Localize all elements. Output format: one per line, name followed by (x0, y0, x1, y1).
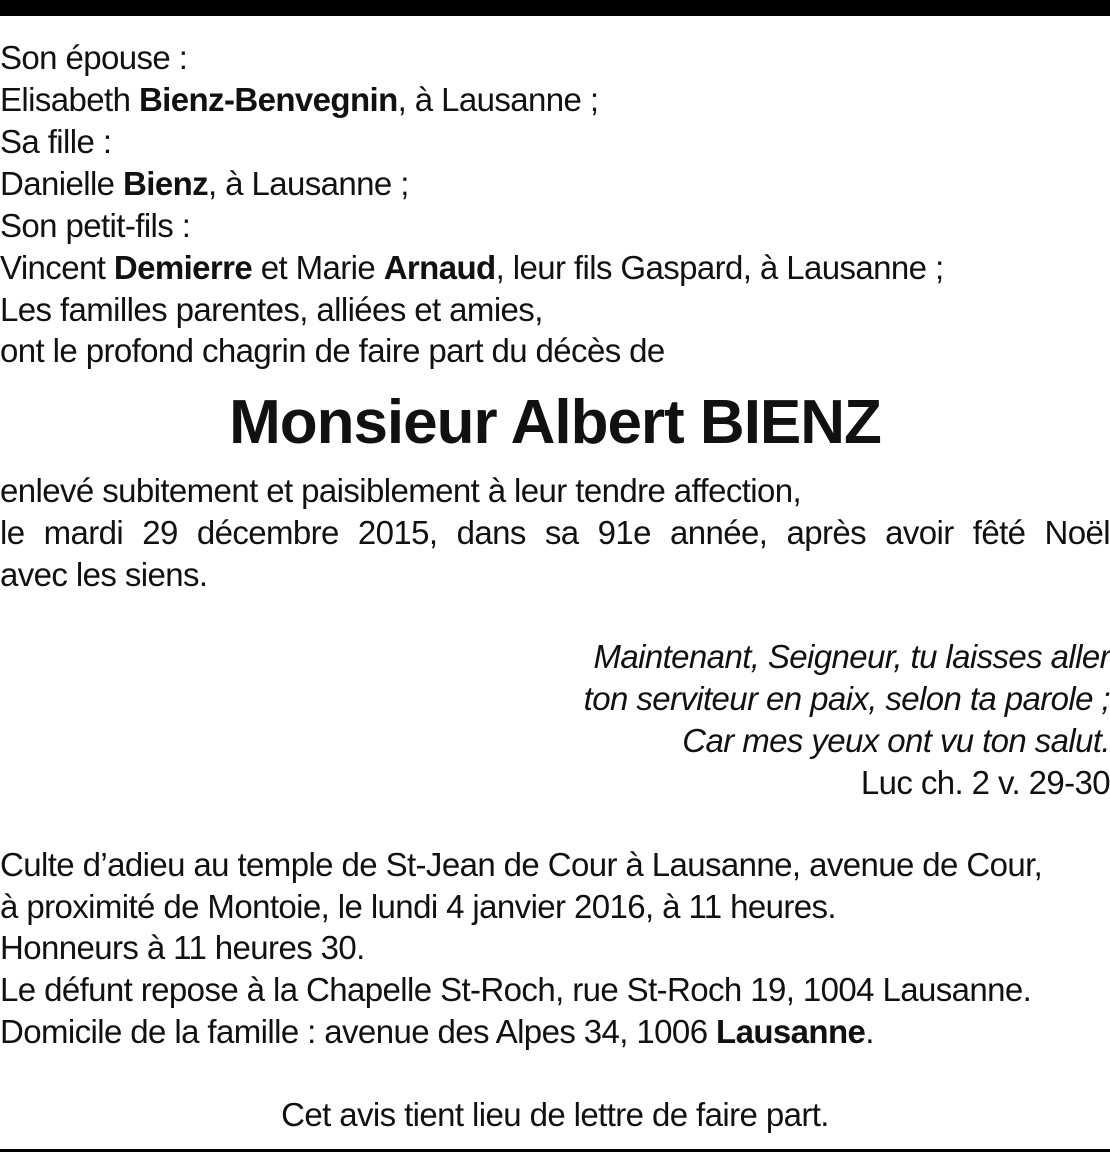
footer-note: Cet avis tient lieu de lettre de faire part. (281, 1096, 829, 1133)
family-domicile-city: Lausanne (716, 1013, 866, 1050)
family-line-announcement: ont le profond chagrin de faire part du décès de (0, 332, 665, 369)
service-line-2: à proximité de Montoie, le lundi 4 janvier 2016, à 11 heures. (0, 888, 836, 925)
deceased-name: Monsieur Albert BIENZ (229, 388, 881, 457)
top-rule (0, 0, 1110, 16)
spouse-surname: Bienz-Benvegnin (138, 81, 398, 118)
announcement-line-3: avec les siens. (0, 556, 208, 593)
family-line-grandson-heading: Son petit-fils : (0, 207, 191, 244)
verse-reference: Luc ch. 2 v. 29-30 (860, 764, 1110, 801)
verse-line-2: ton serviteur en paix, selon ta parole ; (583, 680, 1110, 717)
service-line-4: Le défunt repose à la Chapelle St-Roch, rue St-Roch 19, 1004 Lausanne. (0, 971, 1032, 1008)
verse-line-1: Maintenant, Seigneur, tu laisses aller (593, 638, 1110, 675)
family-line-daughter-heading: Sa fille : (0, 123, 112, 160)
family-line-spouse-heading: Son épouse : (0, 39, 188, 76)
grandson-surname: Demierre (113, 249, 253, 286)
service-line-5: Domicile de la famille : avenue des Alpes 34, 1006 Lausanne. (0, 1013, 874, 1050)
service-line-1: Culte d’adieu au temple de St-Jean de Cour à Lausanne, avenue de Cour, (0, 846, 1043, 883)
service-line-3: Honneurs à 11 heures 30. (0, 929, 365, 966)
partner-surname: Arnaud (383, 249, 496, 286)
daughter-surname: Bienz (123, 165, 209, 202)
family-line-grandson: Vincent Demierre et Marie Arnaud, leur fils Gaspard, à Lausanne ; (0, 249, 944, 286)
family-line-daughter: Danielle Bienz, à Lausanne ; (0, 165, 409, 202)
family-line-relatives: Les familles parentes, alliées et amies, (0, 291, 543, 328)
family-line-spouse: Elisabeth Bienz-Benvegnin, à Lausanne ; (0, 81, 599, 118)
verse-line-3: Car mes yeux ont vu ton salut. (682, 722, 1110, 759)
announcement-line-1: enlevé subitement et paisiblement à leur tendre affection, (0, 472, 802, 509)
announcement-line-2: le mardi 29 décembre 2015, dans sa 91e année, après avoir fêté Noël (0, 514, 1110, 551)
